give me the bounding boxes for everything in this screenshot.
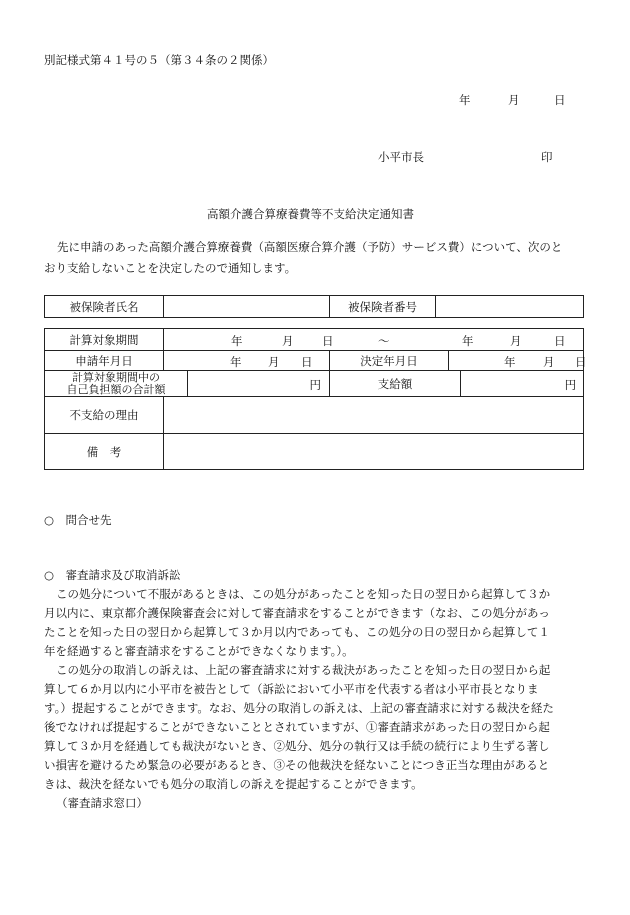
period-month: 月 [282,334,294,348]
date-day: 日 [554,93,566,107]
review-paragraph-1 [44,585,584,661]
app-year: 年 [230,355,242,369]
payment-yen: 円 [564,378,577,392]
period-year-end: 年 [462,334,474,348]
insured-name-label: 被保険者氏名 [45,296,164,318]
total-copay-label-line1: 計算対象期間中の [72,370,160,384]
review-paragraph-2 [44,661,584,794]
review-window-label: （審査請求窓口） [56,796,148,810]
benefit-table [44,328,587,470]
decision-date-field[interactable] [449,351,587,371]
contact-heading: ○ 問合せ先 [44,513,112,527]
period-day-end: 日 [554,334,566,348]
period-label: 計算対象期間 [45,329,164,351]
document-title: 高額介護合算療養費等不支給決定通知書 [207,207,414,221]
review-line-7: す。）提起することができます。なお、処分の取消しの訴えは、上記の審査請求に対する裁決を経た [44,701,554,715]
total-copay-yen: 円 [309,378,321,392]
intro-line-1: 先に申請のあった高額介護合算療養費（高額医療合算介護（予防）サービス費）について、次のと [57,240,563,254]
payment-field[interactable] [461,371,584,397]
form-id: 別記様式第４１号の５（第３４条の２関係） [44,53,274,67]
dec-day: 日 [575,355,587,369]
decision-date-label: 決定年月日 [330,351,449,371]
period-separator: ～ [378,334,390,348]
dec-month: 月 [543,355,555,369]
app-month: 月 [268,355,280,369]
app-day: 日 [301,355,313,369]
insured-number-label: 被保険者番号 [330,296,436,318]
total-copay-label [45,371,188,397]
reason-field[interactable] [164,397,584,434]
review-line-8: 後でなければ提起することができないこととされていますが、①審査請求があった日の翌日から起 [44,720,550,734]
date-month: 月 [508,93,520,107]
payment-label: 支給額 [330,371,461,397]
review-line-3: たことを知った日の翌日から起算して３か月以内であっても、この処分の日の翌日から起算して１ [44,625,550,639]
insured-number-field[interactable] [436,296,584,318]
review-line-1: この処分について不服があるときは、この処分があったことを知った日の翌日から起算して３か [56,587,551,601]
period-month-end: 月 [510,334,522,348]
period-year: 年 [231,334,243,348]
remarks-field[interactable] [164,434,584,470]
total-copay-label-line2: 自己負担額の合計額 [66,382,166,396]
review-line-5: この処分の取消しの訴えは、上記の審査請求に対する裁決があったことを知った日の翌日から起 [56,663,551,677]
intro-line-2: おり支給しないことを決定したので通知します。 [44,261,297,275]
review-line-9: 算して３か月を経過しても裁決がないとき、②処分、処分の執行又は手続の続行により生ずる著し [44,739,550,753]
period-field[interactable] [164,329,584,351]
review-line-2: 月以内に、東京都介護保険審査会に対して審査請求をすることができます（なお、この処分があっ [44,606,550,620]
issuer-name: 小平市長 [378,150,424,164]
dec-year: 年 [504,355,516,369]
period-day: 日 [322,334,334,348]
application-date-label: 申請年月日 [45,351,164,371]
remarks-label: 備 考 [45,434,164,470]
insured-name-field[interactable] [164,296,330,318]
review-line-6: 算して６か月以内に小平市を被告として（訴訟において小平市を代表する者は小平市長となりま [44,682,539,696]
insured-table [44,295,584,318]
review-heading: ○ 審査請求及び取消訴訟 [44,568,181,582]
seal-mark: 印 [541,150,553,164]
review-line-10: い損害を避けるため緊急の必要があるとき、③その他裁決を経ないことにつき正当な理由があると [44,758,550,772]
review-line-4: 年を経過すると審査請求をすることができなくなります。）。 [44,644,354,658]
reason-label: 不支給の理由 [45,397,164,434]
total-copay-field[interactable] [188,371,330,397]
date-year: 年 [459,93,471,107]
application-date-field[interactable] [164,351,330,371]
review-line-11: きは、裁決を経ないでも処分の取消しの訴えを提起することができます。 [44,777,423,791]
